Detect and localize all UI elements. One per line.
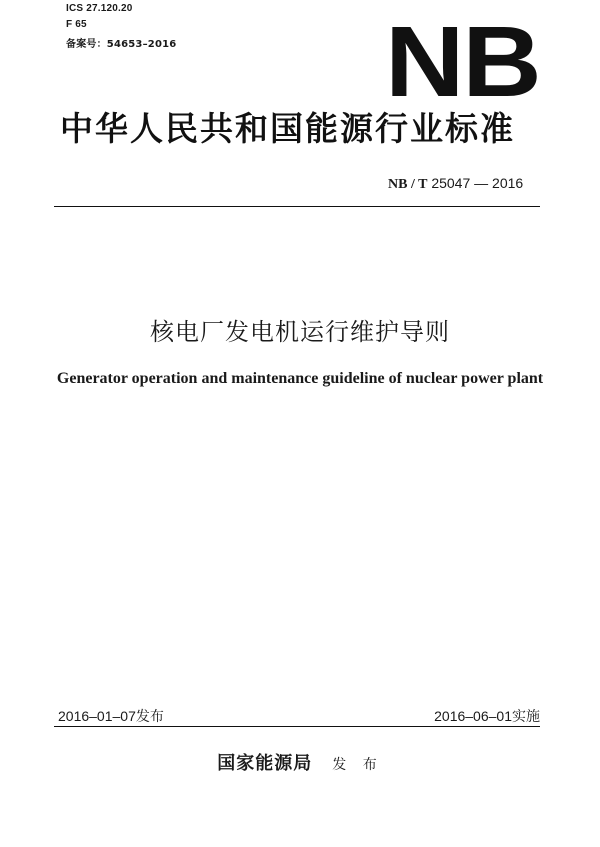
standard-prefix: NB / T [388, 177, 428, 192]
industry-standard-title: 中华人民共和国能源行业标准 [60, 109, 515, 148]
nb-logo: NB [385, 6, 540, 118]
classification-code: F 65 [66, 19, 87, 30]
standard-number [388, 175, 523, 193]
issue-date: 2016–01–07发布 [58, 708, 164, 724]
document-title-en: Generator operation and maintenance guideline of nuclear power plant [56, 370, 544, 387]
standard-code: 25047 — 2016 [431, 175, 524, 191]
publisher-name: 国家能源局 [217, 753, 313, 774]
publish-label: 发 布 [332, 757, 383, 773]
bottom-divider [54, 726, 540, 727]
document-title-cn: 核电厂发电机运行维护导则 [150, 318, 450, 346]
publisher-line [0, 749, 600, 775]
top-divider [54, 206, 540, 207]
ics-code: ICS 27.120.20 [66, 3, 133, 14]
filing-number: 备案号：54653–2016 [66, 39, 177, 50]
implementation-date: 2016–06–01实施 [434, 708, 540, 724]
